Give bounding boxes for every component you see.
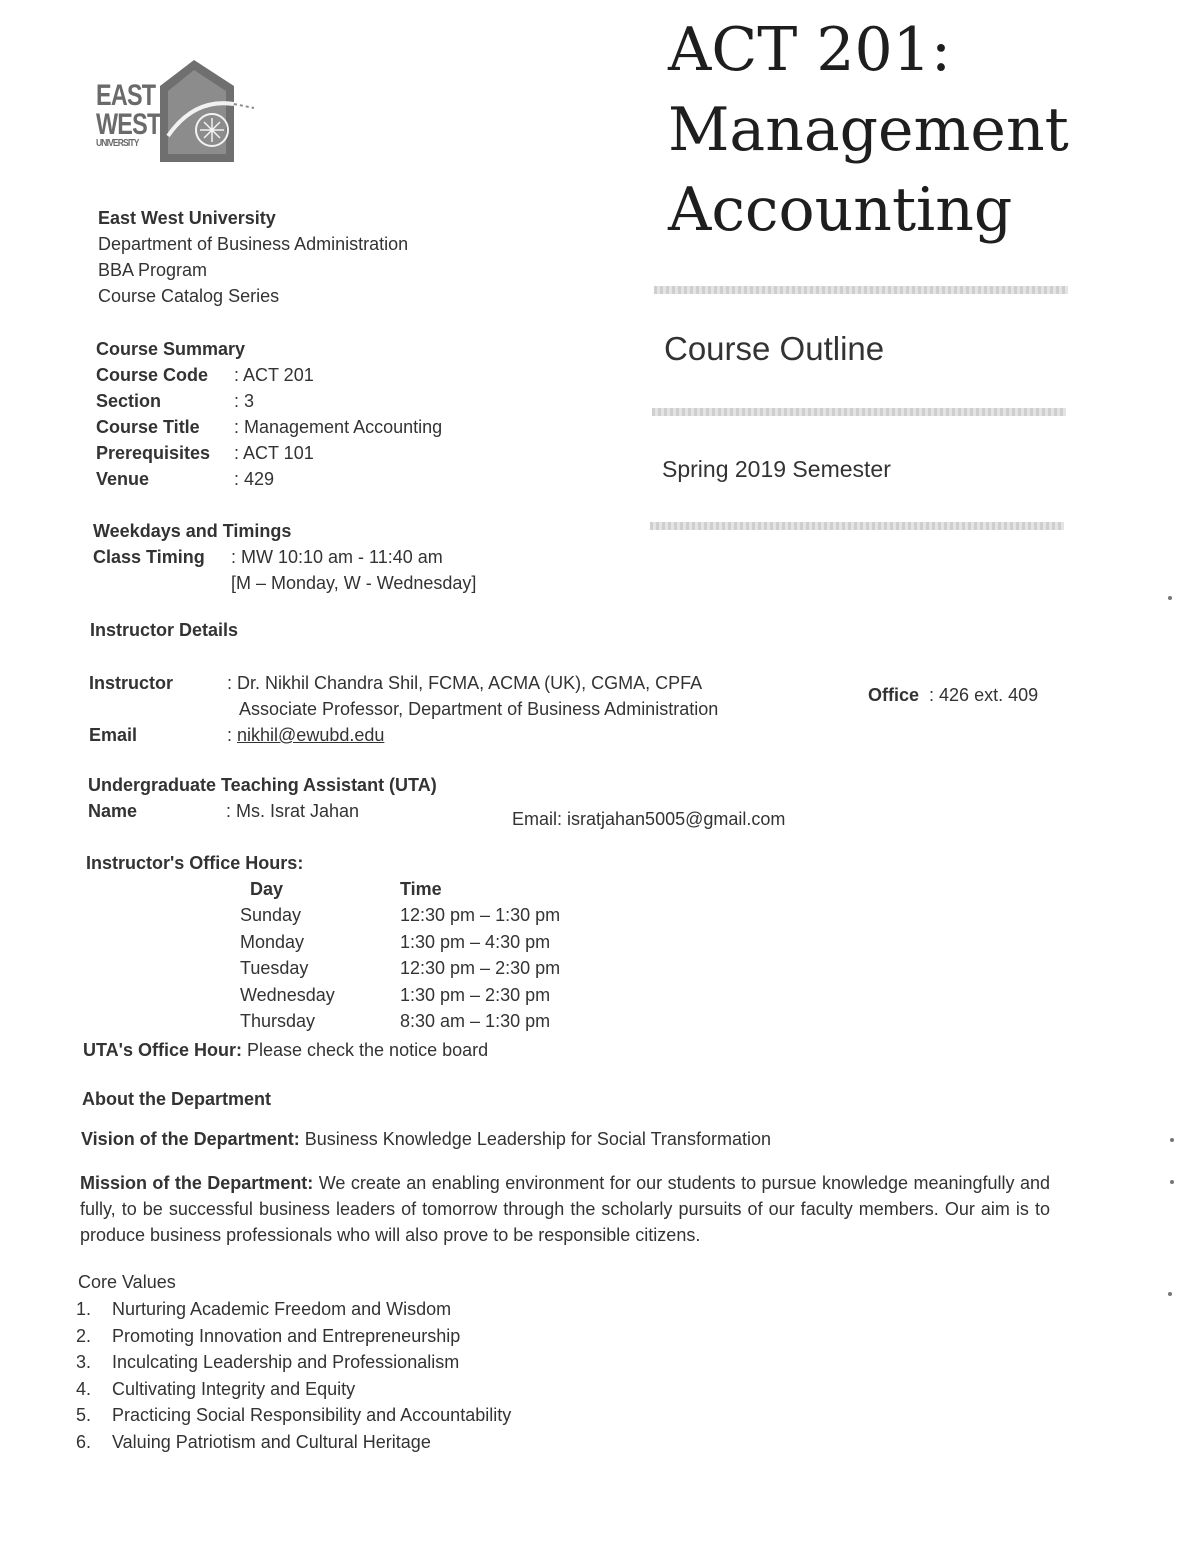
summary-value: : ACT 201 <box>234 365 314 385</box>
row-day: Wednesday <box>240 984 335 1005</box>
scan-speck <box>1170 1138 1174 1142</box>
logo-wordmark <box>96 79 161 149</box>
logo-line-west: WEST <box>96 107 161 141</box>
list-text: Inculcating Leadership and Professionalism <box>112 1352 460 1373</box>
summary-row <box>96 414 442 440</box>
logo-line-university: UNIVERSITY <box>96 138 139 149</box>
office-hours-heading: Instructor's Office Hours: <box>86 853 304 873</box>
uta-heading: Undergraduate Teaching Assistant (UTA) <box>88 775 437 795</box>
list-number: 2. <box>76 1325 92 1346</box>
office-label: Office <box>868 685 920 705</box>
institution-name: East West University <box>98 208 276 228</box>
list-text: Practicing Social Responsibility and Accountability <box>112 1405 512 1426</box>
department-heading: About the Department <box>82 1089 271 1109</box>
scan-speck <box>1168 596 1172 600</box>
instructor-email-link[interactable]: nikhil@ewubd.edu <box>237 725 385 745</box>
timings-section <box>93 518 476 596</box>
summary-row <box>96 388 442 414</box>
institution-program: BBA Program <box>98 260 208 280</box>
row-day: Monday <box>240 931 305 952</box>
row-time: 1:30 pm – 2:30 pm <box>400 984 551 1005</box>
divider <box>650 522 1064 530</box>
list-item <box>76 1402 511 1429</box>
core-values-list <box>76 1296 511 1456</box>
institution-series: Course Catalog Series <box>98 286 280 306</box>
list-text: Valuing Patriotism and Cultural Heritage <box>112 1431 431 1452</box>
row-day: Tuesday <box>240 958 309 979</box>
uta-name-value: : Ms. Israt Jahan <box>226 801 360 821</box>
summary-value: : ACT 101 <box>234 443 314 463</box>
col-time: Time <box>400 879 442 899</box>
row-day: Sunday <box>240 905 302 926</box>
uta-office-hour-value: Please check the notice board <box>246 1040 489 1060</box>
row-time: 12:30 pm – 1:30 pm <box>400 905 561 926</box>
divider <box>654 286 1068 294</box>
class-timing-label: Class Timing <box>93 547 205 567</box>
instructor-name: : Dr. Nikhil Chandra Shil, FCMA, ACMA (UK), CGMA, CPFA <box>227 673 703 693</box>
list-item <box>76 1323 511 1350</box>
course-summary <box>96 336 442 492</box>
office-hours-header <box>240 876 560 902</box>
institution-department: Department of Business Administration <box>98 234 409 254</box>
vision-label: Vision of the Department: <box>81 1129 300 1149</box>
summary-value: : 429 <box>234 469 275 489</box>
list-number: 5. <box>76 1405 92 1426</box>
vision-text: Business Knowledge Leadership for Social Transformation <box>304 1129 771 1149</box>
summary-row <box>96 466 442 492</box>
timings-heading: Weekdays and Timings <box>93 521 292 541</box>
list-number: 6. <box>76 1431 92 1452</box>
semester-label: Spring 2019 Semester <box>662 456 891 482</box>
summary-value: : 3 <box>234 391 255 411</box>
row-time: 8:30 am – 1:30 pm <box>400 1010 551 1031</box>
mission-text: We create an enabling environment for our students to pursue knowledge meaningfully and fully, to be successful business leaders of tomorrow through the scholarly pursuits of our faculty members. Our aim is to produce business professionals who will also prove to be responsible citizens. <box>80 1173 1050 1245</box>
summary-value: : Management Accounting <box>234 417 443 437</box>
institution-block <box>98 205 408 309</box>
core-values-heading: Core Values <box>78 1272 176 1292</box>
row-day: Thursday <box>240 1010 316 1031</box>
instructor-position: Associate Professor, Department of Business Administration <box>239 699 719 719</box>
mission-label: Mission of the Department: <box>80 1173 314 1193</box>
list-item <box>76 1376 511 1403</box>
summary-row <box>96 362 442 388</box>
uta-section <box>88 772 437 824</box>
email-label: Email <box>89 725 138 745</box>
list-number: 3. <box>76 1352 92 1373</box>
summary-label: Prerequisites <box>96 443 211 463</box>
list-text: Promoting Innovation and Entrepreneurship <box>112 1325 461 1346</box>
table-row <box>240 902 560 928</box>
row-time: 1:30 pm – 4:30 pm <box>400 931 551 952</box>
office-value: : 426 ext. 409 <box>929 685 1039 705</box>
office-hours-table <box>240 876 560 1034</box>
table-row <box>240 955 560 981</box>
scan-speck <box>1168 1292 1172 1296</box>
scan-speck <box>1170 1180 1174 1184</box>
vision-line <box>81 1126 771 1152</box>
divider <box>652 408 1066 416</box>
summary-label: Course Code <box>96 365 209 385</box>
list-number: 4. <box>76 1378 92 1399</box>
summary-label: Course Title <box>96 417 200 437</box>
university-logo <box>96 58 266 168</box>
list-item <box>76 1349 511 1376</box>
logo-emblem-icon <box>154 58 264 162</box>
mission-paragraph <box>80 1170 1050 1248</box>
uta-name-label: Name <box>88 801 138 821</box>
row-time: 12:30 pm – 2:30 pm <box>400 958 561 979</box>
instructor-label: Instructor <box>89 673 174 693</box>
course-outline-label: Course Outline <box>664 330 885 367</box>
email-prefix: : <box>227 725 238 745</box>
table-row <box>240 982 560 1008</box>
col-day: Day <box>250 879 284 899</box>
class-timing-value: : MW 10:10 am - 11:40 am <box>231 547 443 567</box>
list-text: Nurturing Academic Freedom and Wisdom <box>112 1299 452 1319</box>
table-row <box>240 1008 560 1034</box>
list-item <box>76 1296 511 1323</box>
title-line-3: Accounting <box>668 175 1013 245</box>
list-text: Cultivating Integrity and Equity <box>112 1378 356 1399</box>
summary-row <box>96 440 442 466</box>
title-line-2: Management <box>668 95 1069 165</box>
instructor-heading: Instructor Details <box>90 620 239 640</box>
logo-line-east: EAST <box>96 79 156 112</box>
uta-office-hour <box>83 1037 488 1063</box>
instructor-details <box>89 670 718 748</box>
class-timing-note: [M – Monday, W - Wednesday] <box>231 573 477 593</box>
summary-label: Venue <box>96 469 150 489</box>
course-summary-heading: Course Summary <box>96 339 246 359</box>
office-info <box>868 682 1038 708</box>
title-line-1: ACT 201: <box>668 15 952 85</box>
uta-office-hour-label: UTA's Office Hour: <box>83 1040 242 1060</box>
table-row <box>240 929 560 955</box>
course-title-heading <box>668 10 1069 250</box>
list-item <box>76 1429 511 1456</box>
summary-label: Section <box>96 391 162 411</box>
uta-email: Email: isratjahan5005@gmail.com <box>512 809 786 829</box>
list-number: 1. <box>76 1299 92 1319</box>
